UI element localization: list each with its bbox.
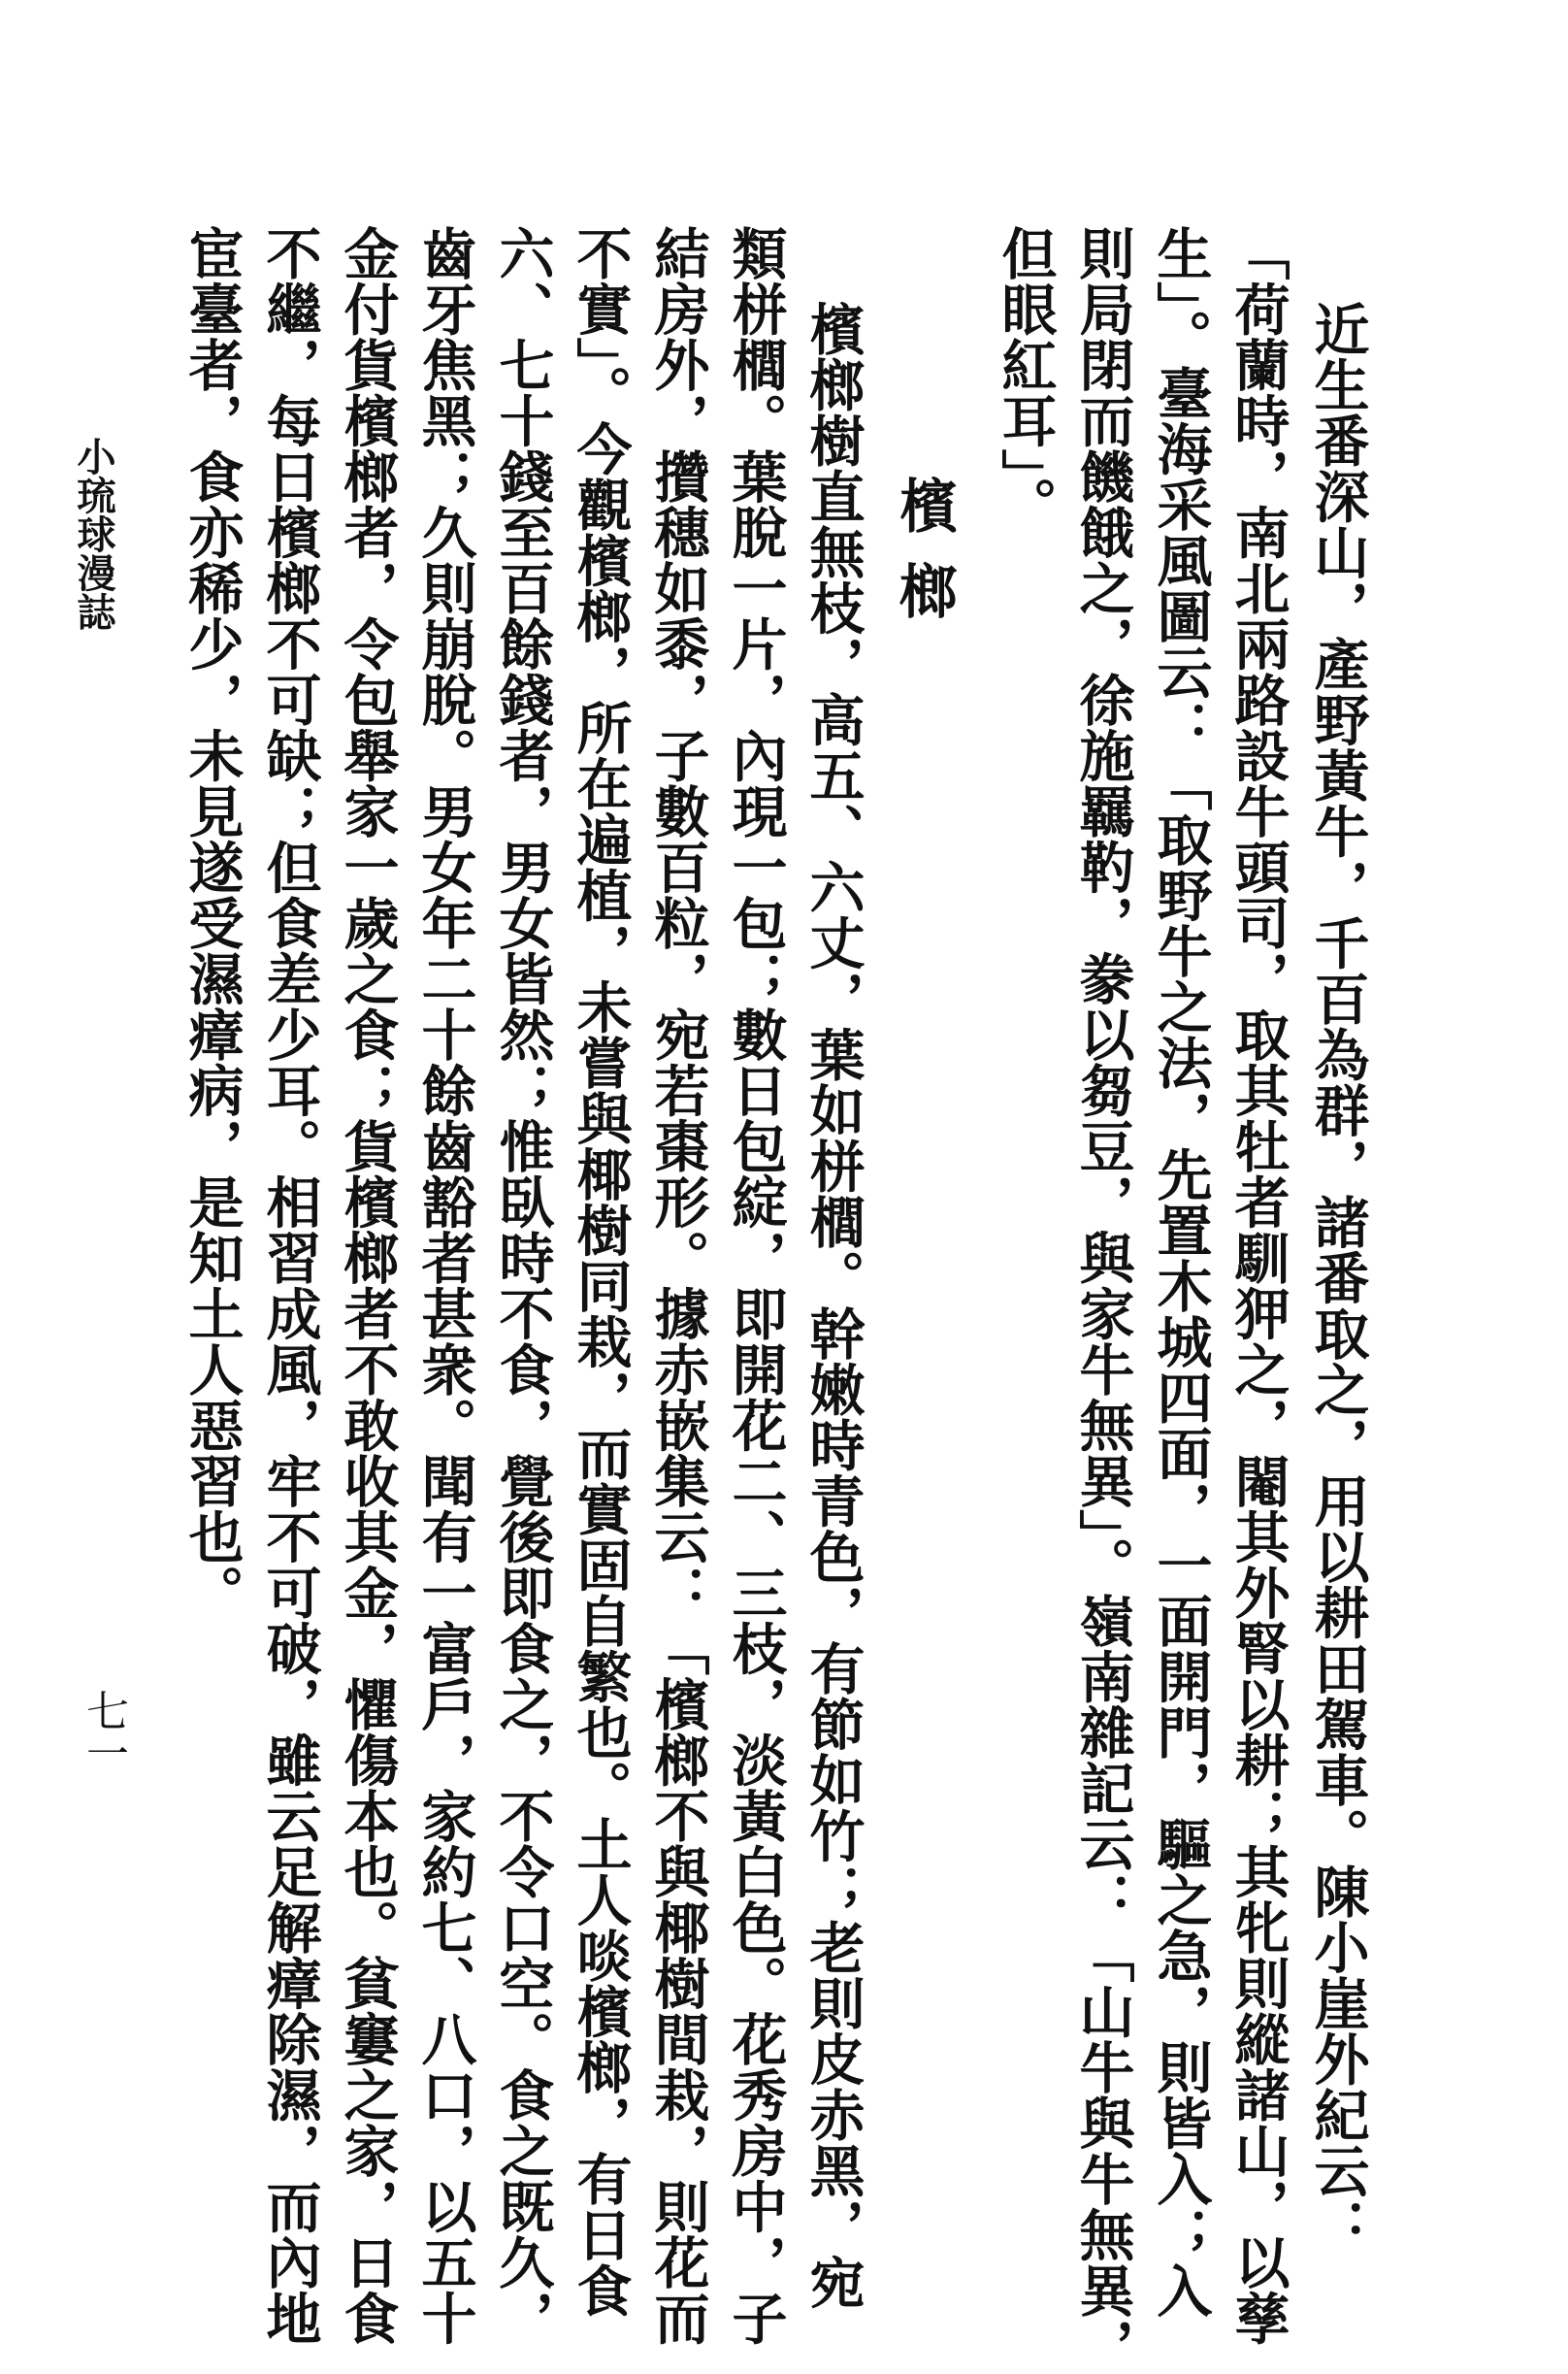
text-column-5: 但眼紅耳」。: [993, 225, 1058, 533]
page-number: 七一: [79, 1689, 128, 1774]
text-column-14: 宦臺者，食亦稀少，未見遂受濕瘴病，是知土人惡習也。: [180, 225, 245, 1621]
section-heading: 檳榔: [890, 476, 958, 646]
text-column-8: 結房外，攢穗如黍，子數百粒，宛若棗形。據赤嵌集云：「檳榔不與椰樹間栽，則花而: [645, 225, 710, 2346]
text-column-1: 近生番深山，產野黃牛，千百為群，諸番取之，用以耕田駕車。陳小崖外紀云：: [1305, 301, 1370, 2255]
text-column-13: 不繼，每日檳榔不可缺；但食差少耳。相習成風，牢不可破，雖云足解瘴除濕，而內地: [257, 225, 322, 2346]
text-column-2: 「荷蘭時，南北兩路設牛頭司，取其牡者馴狎之，閹其外腎以耕；其牝則縱諸山，以孳: [1225, 225, 1290, 2346]
text-column-9: 不實」。今觀檳榔，所在遍植，未嘗與椰樹同栽，而實固自繁也。土人啖檳榔，有日食: [568, 225, 633, 2319]
text-column-10: 六、七十錢至百餘錢者，男女皆然；惟臥時不食，覺後即食之，不令口空。食之既久，: [490, 225, 555, 2346]
text-column-11: 齒牙焦黑；久則崩脫。男女年二十餘齒豁者甚衆。聞有一富戶，家約七、八口，以五十: [412, 225, 477, 2346]
text-column-3: 生」。臺海采風圖云：「取野牛之法，先置木城四面，一面開門，驅之急，則皆入；入: [1148, 225, 1213, 2319]
text-column-7: 類栟櫚。葉脫一片，內現一包；數日包綻，即開花二、三枝，淡黃白色。花秀房中，子: [723, 225, 788, 2346]
text-column-6: 檳榔樹直無枝，高五、六丈，葉如栟櫚。幹嫩時青色，有節如竹；老則皮赤黑，宛: [800, 301, 866, 2310]
text-column-12: 金付貨檳榔者，令包舉家一歲之食；貨檳榔者不敢收其金，懼傷本也。貧窶之家，日食: [335, 225, 400, 2346]
text-column-4: 則局閉而饑餓之，徐施羈靮，豢以芻豆，與家牛無異」。嶺南雜記云：「山牛與牛無異，: [1070, 225, 1135, 2374]
book-title: 小琉球漫誌: [71, 437, 116, 631]
